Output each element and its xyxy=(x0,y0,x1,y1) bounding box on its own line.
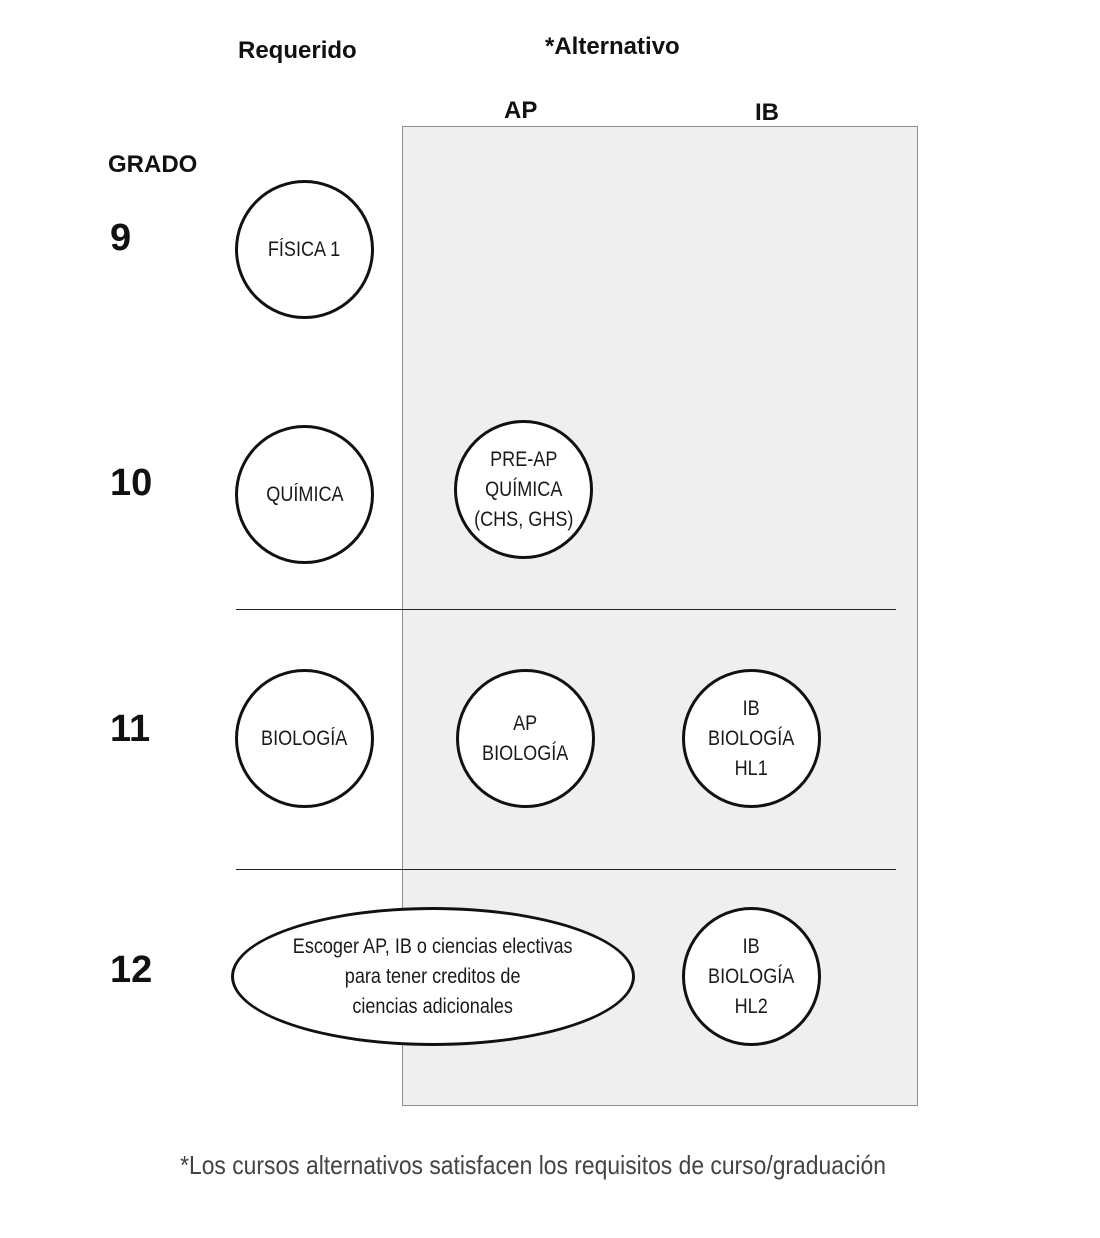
grade-10: 10 xyxy=(110,462,153,504)
course-ib-biology-hl1 xyxy=(682,669,821,808)
course-biology-label: BIOLOGÍA xyxy=(261,726,348,750)
ib-header: IB xyxy=(755,99,779,126)
course-ap-biology xyxy=(456,669,595,808)
course-pre-ap-chemistry xyxy=(454,420,593,559)
divider-grade-10-11 xyxy=(236,609,896,610)
ap-header: AP xyxy=(504,97,538,124)
divider-grade-11-12 xyxy=(236,869,896,870)
course-elective-choice-label: Escoger AP, IB o ciencias electivas para tener creditos de ciencias adicionales xyxy=(293,934,573,1018)
grade-9: 9 xyxy=(110,217,132,259)
grade-12: 12 xyxy=(110,949,153,991)
course-biology xyxy=(235,669,374,808)
course-physics-1 xyxy=(235,180,374,319)
course-ib-biology-hl2-label: IB BIOLOGÍA HL2 xyxy=(708,934,795,1018)
course-ib-biology-hl2 xyxy=(682,907,821,1046)
course-elective-choice xyxy=(231,907,635,1046)
required-header: Requerido xyxy=(238,37,357,64)
grade-header: GRADO xyxy=(108,151,198,178)
course-chemistry xyxy=(235,425,374,564)
course-ib-biology-hl1-label: IB BIOLOGÍA HL1 xyxy=(708,696,795,780)
footnote: *Los cursos alternativos satisfacen los requisitos de curso/graduación xyxy=(180,1150,886,1180)
course-chemistry-label: QUÍMICA xyxy=(265,482,344,506)
course-ap-biology-label: AP BIOLOGÍA xyxy=(482,711,569,765)
course-pre-ap-chemistry-label: PRE-AP QUÍMICA (CHS, GHS) xyxy=(473,447,574,531)
alternative-header: *Alternativo xyxy=(545,33,680,60)
course-physics-1-label: FÍSICA 1 xyxy=(268,237,341,261)
grade-11: 11 xyxy=(110,708,151,750)
